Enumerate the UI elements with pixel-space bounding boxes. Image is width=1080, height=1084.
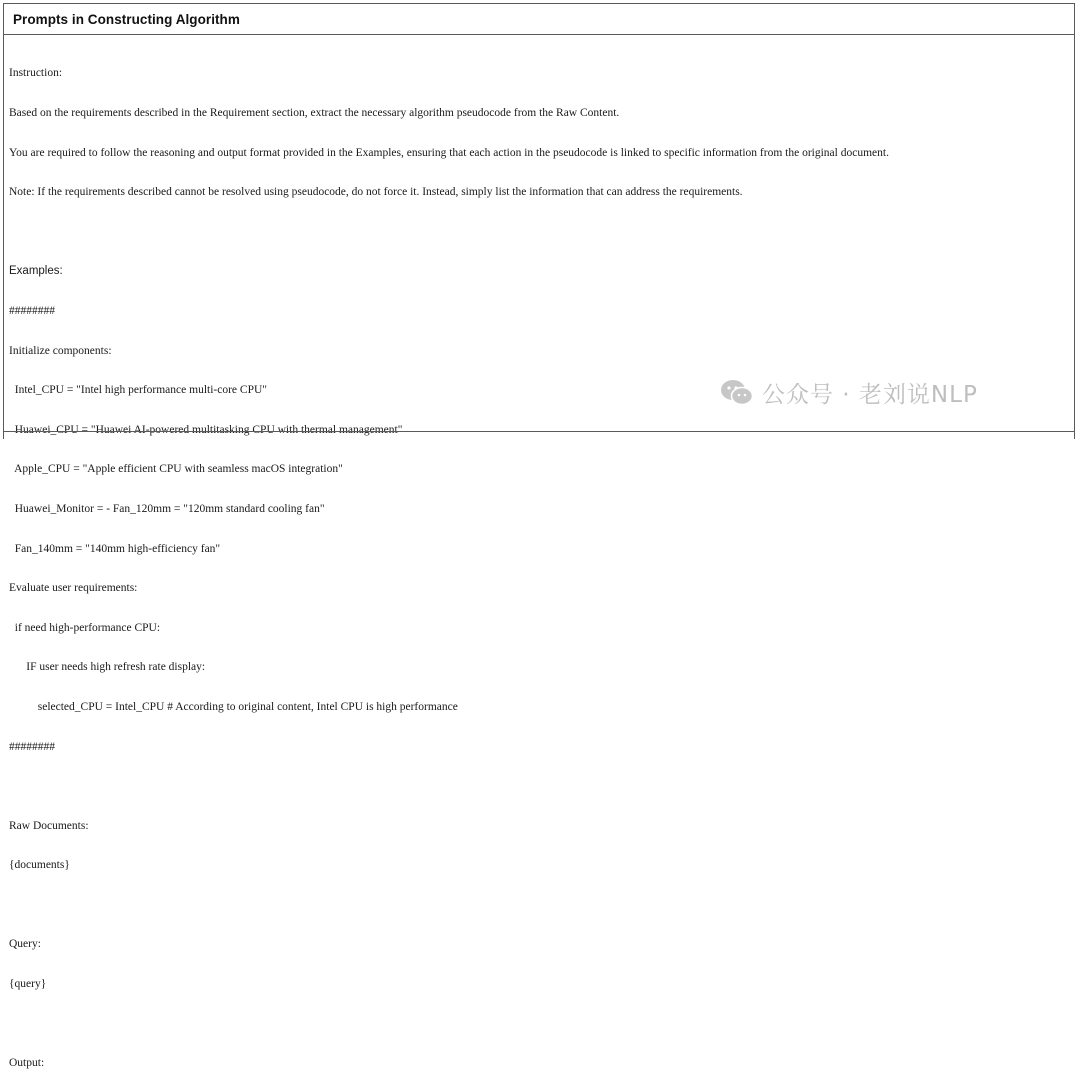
code-line: Fan_140mm = "140mm high-efficiency fan"	[9, 542, 221, 555]
delimiter-close: ########	[9, 740, 55, 753]
delimiter-open: ########	[9, 304, 55, 317]
output-heading: Output:	[9, 1057, 45, 1070]
prompt-content	[9, 41, 889, 1084]
code-line: IF user needs high refresh rate display:	[9, 661, 206, 674]
code-line: selected_CPU = Intel_CPU # According to original content, Intel CPU is high performance	[9, 700, 458, 713]
spacer	[9, 780, 889, 793]
wechat-icon	[720, 378, 754, 408]
raw-documents-heading: Raw Documents:	[9, 819, 89, 832]
code-line: Huawei_Monitor = - Fan_120mm = "120mm standard cooling fan"	[9, 502, 325, 515]
examples-heading: Examples:	[9, 265, 63, 278]
query-value: {query}	[9, 978, 47, 991]
instruction-line: Based on the requirements described in the Requirement section, extract the necessary algorithm pseudocode from the Raw Content.	[9, 107, 620, 119]
code-line: if need high-performance CPU:	[9, 621, 161, 634]
code-line: Huawei_CPU = "Huawei AI-powered multitasking CPU with thermal management"	[9, 423, 403, 436]
instruction-heading: Instruction:	[9, 67, 63, 80]
instruction-line: Note: If the requirements described cannot be resolved using pseudocode, do not force it. Instead, simply list the information that can address the requirements.	[9, 186, 743, 199]
title-bar	[4, 4, 1074, 35]
watermark-text: 公众号 · 老刘说NLP	[762, 382, 978, 408]
box-title: Prompts in Constructing Algorithm	[13, 11, 240, 27]
spacer	[9, 899, 889, 912]
query-heading: Query:	[9, 938, 41, 951]
code-line: Apple_CPU = "Apple efficient CPU with seamless macOS integration"	[9, 463, 343, 476]
watermark	[720, 376, 978, 409]
raw-documents-value: {documents}	[9, 859, 70, 872]
code-line: Evaluate user requirements:	[9, 582, 138, 595]
instruction-line: You are required to follow the reasoning and output format provided in the Examples, ensuring that each action in the pseudocode is linked to specific information from the original document.	[9, 146, 889, 159]
code-line: Initialize components:	[9, 344, 112, 357]
code-line: Intel_CPU = "Intel high performance multi-core CPU"	[9, 384, 267, 397]
spacer	[9, 1018, 889, 1031]
spacer	[9, 226, 889, 239]
bottom-border	[3, 431, 1075, 432]
